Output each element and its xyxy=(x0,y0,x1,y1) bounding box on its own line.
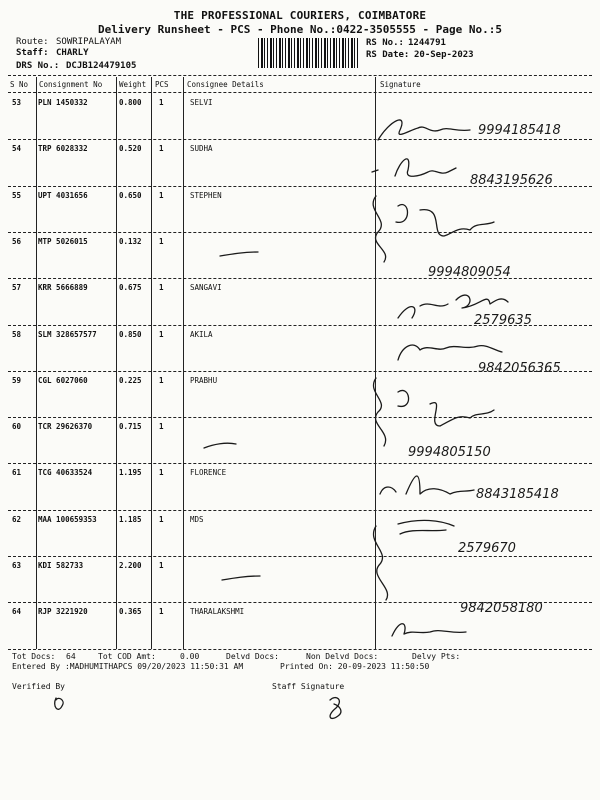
row-consignee: SELVI xyxy=(190,98,213,107)
row-consignment-no: TRP 6028332 xyxy=(38,144,88,154)
row-sno: 64 xyxy=(12,607,22,617)
signature-row-55 xyxy=(373,196,494,262)
staff-value: CHARLY xyxy=(56,48,89,58)
row-divider xyxy=(8,463,592,464)
row-divider xyxy=(8,602,592,603)
row-divider xyxy=(8,232,592,233)
row-consignee: SANGAVI xyxy=(190,283,222,293)
row-pcs: 1 xyxy=(159,144,164,154)
row-consignee: PRABHU xyxy=(190,375,218,385)
runsheet-title: Delivery Runsheet - PCS - Phone No.:0422-3505555 - Page No.:5 xyxy=(98,23,502,36)
row-weight: 0.800 xyxy=(119,98,142,107)
phone-row-64: 9842058180 xyxy=(460,601,543,616)
dash-mark-row-63 xyxy=(222,576,260,580)
column-header-divider xyxy=(8,92,592,93)
signature-row-64 xyxy=(392,624,466,636)
row-pcs: 1 xyxy=(159,236,164,246)
row-weight: 1.195 xyxy=(119,468,142,478)
non-delvd-docs-label: Non Delvd Docs: xyxy=(306,652,379,661)
phone-row-58: 9842056365 xyxy=(478,361,561,376)
row-sno: 62 xyxy=(12,514,22,524)
col-header-sno: S No xyxy=(10,80,29,89)
verified-by-label: Verified By xyxy=(12,682,65,691)
tot-docs-value: 64 xyxy=(66,652,76,661)
route-value: SOWRIPALAYAM xyxy=(56,37,122,47)
row-weight: 1.185 xyxy=(119,514,142,524)
row-pcs: 1 xyxy=(159,468,164,478)
row-pcs: 1 xyxy=(159,607,164,617)
staff-signature-label: Staff Signature xyxy=(272,682,345,691)
row-sno: 54 xyxy=(12,144,22,154)
row-sno: 53 xyxy=(12,98,22,107)
row-pcs: 1 xyxy=(159,375,164,385)
row-weight: 2.200 xyxy=(119,561,142,570)
staff-label: Staff: xyxy=(16,48,49,58)
row-pcs: 1 xyxy=(159,283,164,293)
row-divider xyxy=(8,139,592,140)
drs-label: DRS No.: xyxy=(16,61,60,71)
row-divider xyxy=(8,278,592,279)
column-divider xyxy=(151,77,152,649)
rs-no-value: 1244791 xyxy=(408,38,446,48)
row-consignee: SUDHA xyxy=(190,144,213,154)
phone-row-57: 2579635 xyxy=(474,313,532,328)
row-consignee: MDS xyxy=(190,514,204,524)
signature-row-59 xyxy=(373,378,494,446)
row-divider xyxy=(8,510,592,511)
row-sno: 59 xyxy=(12,375,22,385)
col-header-weight: Weight xyxy=(119,80,147,89)
row-sno: 55 xyxy=(12,190,22,200)
printed-on-line: Printed On: 20-09-2023 11:50:50 xyxy=(280,662,430,671)
column-divider xyxy=(375,77,376,649)
row-consignee: STEPHEN xyxy=(190,190,222,200)
tot-cod-label: Tot COD Amt: xyxy=(98,652,156,661)
delvd-docs-label: Delvd Docs: xyxy=(226,652,279,661)
row-weight: 0.650 xyxy=(119,190,142,200)
phone-row-60: 9994805150 xyxy=(408,445,491,460)
tot-cod-value: 0.00 xyxy=(180,652,200,661)
staff-signature-mark xyxy=(330,698,341,719)
row-weight: 0.675 xyxy=(119,283,142,293)
row-pcs: 1 xyxy=(159,561,164,570)
header-divider xyxy=(8,75,592,76)
row-pcs: 1 xyxy=(159,329,164,339)
row-sno: 61 xyxy=(12,468,22,478)
column-divider xyxy=(36,77,37,649)
row-consignee: THARALAKSHMI xyxy=(190,607,245,617)
signature-row-62 xyxy=(374,520,454,600)
column-divider xyxy=(183,77,184,649)
drs-value: DCJB124479105 xyxy=(66,61,137,71)
verified-by-mark xyxy=(55,698,63,709)
row-consignment-no: RJP 3221920 xyxy=(38,607,88,617)
row-consignment-no: KRR 5666889 xyxy=(38,283,88,293)
row-divider xyxy=(8,186,592,187)
table-bottom-divider xyxy=(8,649,592,650)
signature-row-57 xyxy=(398,295,508,318)
col-header-consignment: Consignment No xyxy=(39,80,103,89)
row-weight: 0.850 xyxy=(119,329,142,339)
rs-date-value: 20-Sep-2023 xyxy=(414,50,474,60)
signature-row-58 xyxy=(398,345,502,360)
row-sno: 56 xyxy=(12,236,22,246)
row-consignment-no: UPT 4031656 xyxy=(38,190,88,200)
col-header-consignee: Consignee Details xyxy=(187,80,264,89)
row-divider xyxy=(8,556,592,557)
row-consignment-no: KDI 582733 xyxy=(38,561,84,570)
dash-mark-row-56 xyxy=(220,252,258,256)
company-name: THE PROFESSIONAL COURIERS, COIMBATORE xyxy=(173,9,427,22)
row-sno: 63 xyxy=(12,561,22,570)
phone-row-62: 2579670 xyxy=(458,541,516,556)
column-divider xyxy=(116,77,117,649)
phone-row-54: 8843195626 xyxy=(470,173,553,188)
row-divider xyxy=(8,417,592,418)
phone-row-53: 9994185418 xyxy=(478,123,561,138)
row-divider xyxy=(8,325,592,326)
row-weight: 0.132 xyxy=(119,236,142,246)
row-consignment-no: MAA 100659353 xyxy=(38,514,97,524)
row-consignment-no: SLM 328657577 xyxy=(38,329,97,339)
row-divider xyxy=(8,371,592,372)
delvy-pts-label: Delvy Pts: xyxy=(412,652,461,661)
row-consignee: AKILA xyxy=(190,329,213,339)
entered-by-line: Entered By :MADHUMITHAPCS 09/20/2023 11:50:31 AM xyxy=(12,662,244,671)
row-sno: 57 xyxy=(12,283,22,293)
phone-row-56: 9994809054 xyxy=(428,265,511,280)
phone-row-61: 8843185418 xyxy=(476,487,559,502)
dash-mark-row-60 xyxy=(204,443,236,448)
row-consignment-no: CGL 6027060 xyxy=(38,375,88,385)
signature-row-53 xyxy=(378,120,470,140)
row-pcs: 1 xyxy=(159,514,164,524)
row-consignment-no: MTP 5026015 xyxy=(38,236,88,246)
tot-docs-label: Tot Docs: xyxy=(12,652,56,661)
route-label: Route: xyxy=(16,37,49,47)
row-weight: 0.715 xyxy=(119,422,142,432)
row-weight: 0.225 xyxy=(119,375,142,385)
row-consignment-no: PLN 1450332 xyxy=(38,98,88,107)
row-consignment-no: TCG 40633524 xyxy=(38,468,93,478)
row-pcs: 1 xyxy=(159,98,164,107)
row-consignee: FLORENCE xyxy=(190,468,227,478)
barcode-image xyxy=(258,38,358,68)
row-sno: 58 xyxy=(12,329,22,339)
row-sno: 60 xyxy=(12,422,22,432)
row-weight: 0.520 xyxy=(119,144,142,154)
rs-no-label: RS No.: xyxy=(366,38,404,48)
row-pcs: 1 xyxy=(159,422,164,432)
col-header-pcs: PCS xyxy=(155,80,169,89)
rs-date-label: RS Date: xyxy=(366,50,410,60)
row-consignment-no: TCR 29626370 xyxy=(38,422,93,432)
row-pcs: 1 xyxy=(159,190,164,200)
col-header-signature: Signature xyxy=(380,80,421,89)
row-weight: 0.365 xyxy=(119,607,142,617)
signature-row-54 xyxy=(372,159,456,176)
signature-row-61 xyxy=(380,476,474,494)
